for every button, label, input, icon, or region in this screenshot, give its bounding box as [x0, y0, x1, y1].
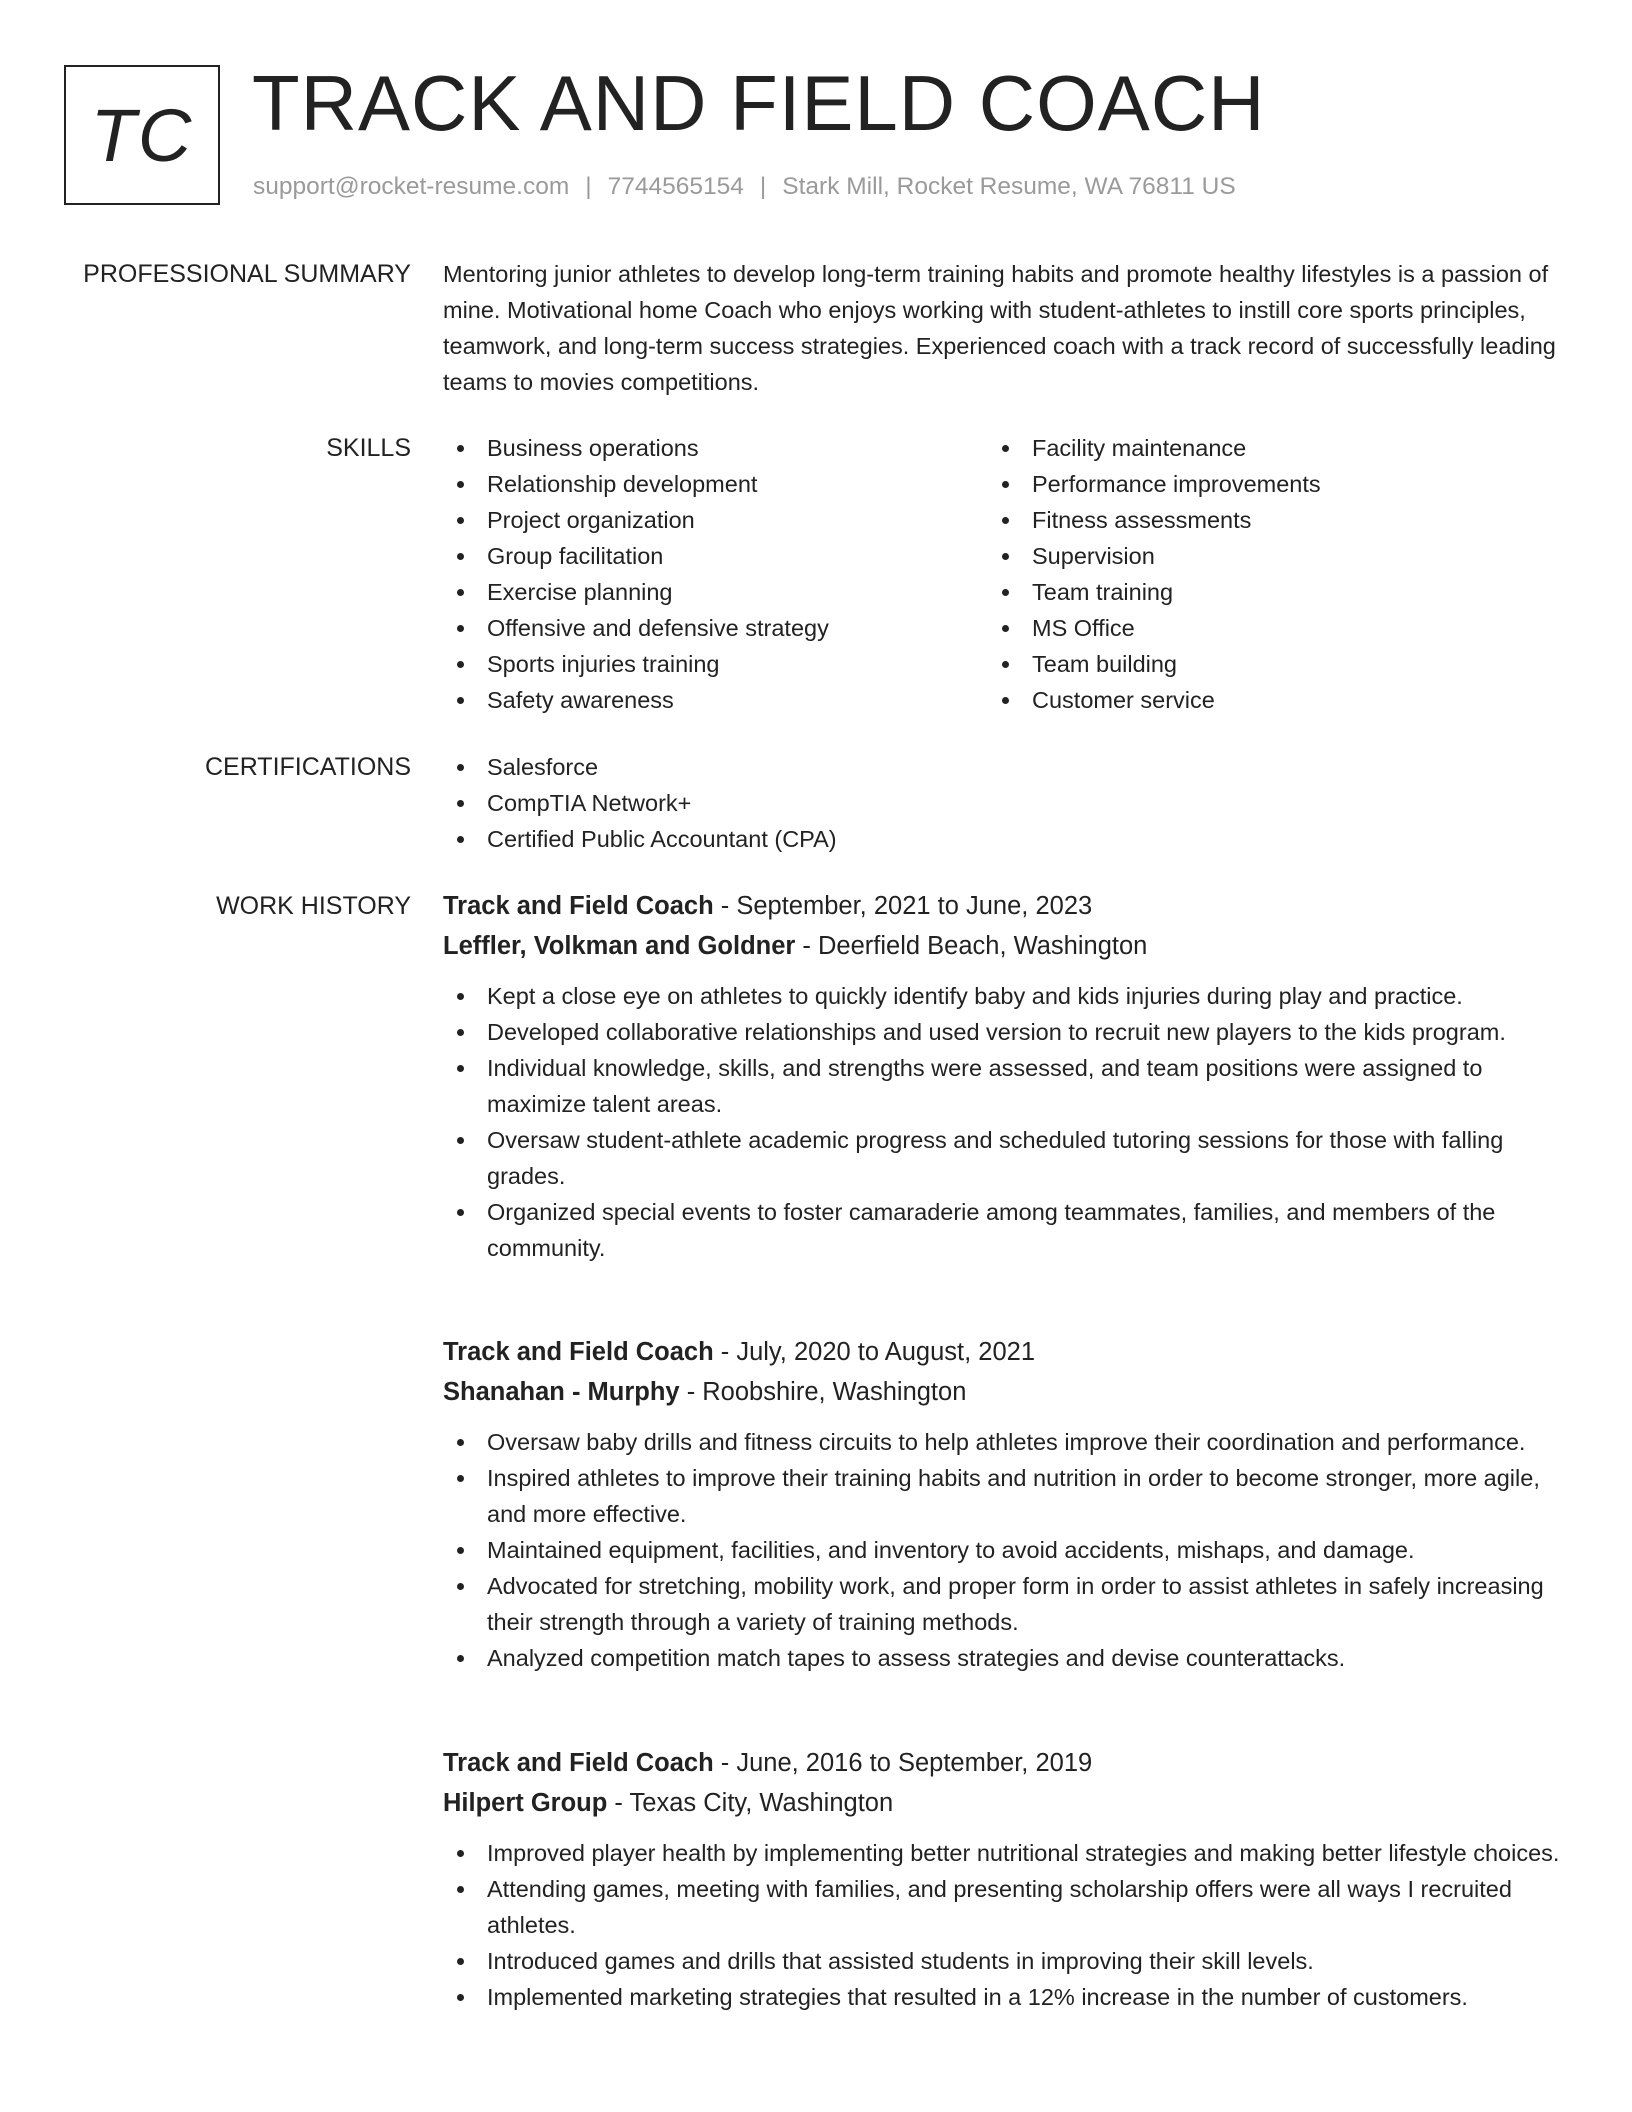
contact-email[interactable]: support@rocket-resume.com	[253, 173, 570, 200]
job-role: Track and Field Coach	[443, 1749, 714, 1777]
skill-item: Customer service	[988, 682, 1528, 718]
work-history-heading: WORK HISTORY	[216, 892, 411, 920]
summary-text: Mentoring junior athletes to develop long-term training habits and promote healthy lifestyles is a passion of mine. Motivational home Coach who enjoys working with student-athletes to instill core sports principles, teamwork, and long-term success strategies. Experienced coach with a track record of successfully leading teams to movies competitions.	[443, 261, 1556, 395]
job-bullet: Developed collaborative relationships and used version to recruit new players to the kids program.	[443, 1014, 1563, 1050]
monogram-initials: TC	[90, 93, 194, 177]
job-dates: - June, 2016 to September, 2019	[713, 1749, 1093, 1777]
job-company: Shanahan - Murphy	[443, 1378, 680, 1406]
certifications-section	[0, 749, 1632, 859]
job-company-line	[443, 926, 1563, 966]
job-bullets	[443, 978, 1563, 1266]
job-company: Leffler, Volkman and Goldner	[443, 932, 796, 960]
skills-column-left	[443, 430, 983, 718]
skill-item: MS Office	[988, 610, 1528, 646]
job-bullets	[443, 1424, 1563, 1676]
skill-item: Safety awareness	[443, 682, 983, 718]
job-bullet: Organized special events to foster camaraderie among teammates, families, and members of the community.	[443, 1194, 1563, 1266]
job-bullet: Implemented marketing strategies that resulted in a 12% increase in the number of customers.	[443, 1979, 1563, 2015]
skill-item: Relationship development	[443, 466, 983, 502]
job-bullet: Oversaw student-athlete academic progress and scheduled tutoring sessions for those with falling grades.	[443, 1122, 1563, 1194]
job-dates: - July, 2020 to August, 2021	[713, 1338, 1035, 1366]
job-role: Track and Field Coach	[443, 1338, 714, 1366]
job-location: - Roobshire, Washington	[679, 1378, 967, 1406]
job-role: Track and Field Coach	[443, 892, 714, 920]
contact-separator: |	[585, 173, 592, 200]
summary-section	[0, 256, 1632, 401]
certifications-body	[443, 749, 1563, 857]
certification-item: Certified Public Accountant (CPA)	[443, 821, 1563, 857]
job-company-line	[443, 1783, 1563, 1823]
resume-title: TRACK AND FIELD COACH	[252, 59, 1266, 147]
certifications-heading: CERTIFICATIONS	[204, 753, 411, 781]
job-entry	[443, 1332, 1563, 1676]
job-location: - Deerfield Beach, Washington	[795, 932, 1148, 960]
certification-item: CompTIA Network+	[443, 785, 1563, 821]
job-entry	[443, 1743, 1563, 2015]
summary-body	[443, 256, 1563, 400]
job-title-line	[443, 1743, 1563, 1783]
job-bullet: Analyzed competition match tapes to assess strategies and devise counterattacks.	[443, 1640, 1563, 1676]
job-company: Hilpert Group	[443, 1789, 608, 1817]
contact-separator: |	[759, 173, 767, 200]
skill-item: Facility maintenance	[988, 430, 1528, 466]
skill-item: Sports injuries training	[443, 646, 983, 682]
job-entry	[443, 886, 1563, 1266]
skill-item: Project organization	[443, 502, 983, 538]
skill-item: Offensive and defensive strategy	[443, 610, 983, 646]
skill-item: Fitness assessments	[988, 502, 1528, 538]
contact-address: Stark Mill, Rocket Resume, WA 76811 US	[782, 173, 1236, 200]
job-bullet: Introduced games and drills that assisted students in improving their skill levels.	[443, 1943, 1563, 1979]
job-company-line	[443, 1372, 1563, 1412]
contact-phone[interactable]: 7744565154	[607, 173, 744, 200]
job-bullet: Oversaw baby drills and fitness circuits to help athletes improve their coordination and performance.	[443, 1424, 1563, 1460]
skill-item: Business operations	[443, 430, 983, 466]
job-bullet: Individual knowledge, skills, and strengths were assessed, and team positions were assigned to maximize talent areas.	[443, 1050, 1563, 1122]
skills-section	[0, 430, 1632, 730]
job-bullet: Maintained equipment, facilities, and inventory to avoid accidents, mishaps, and damage.	[443, 1532, 1563, 1568]
skill-item: Team building	[988, 646, 1528, 682]
job-bullet: Advocated for stretching, mobility work, and proper form in order to assist athletes in safely increasing their strength through a variety of training methods.	[443, 1568, 1563, 1640]
job-title-line	[443, 886, 1563, 926]
certification-item: Salesforce	[443, 749, 1563, 785]
skill-item: Exercise planning	[443, 574, 983, 610]
job-location: - Texas City, Washington	[607, 1789, 894, 1817]
job-bullet: Kept a close eye on athletes to quickly identify baby and kids injuries during play and practice.	[443, 978, 1563, 1014]
skills-column-right	[988, 430, 1528, 718]
skill-item: Supervision	[988, 538, 1528, 574]
job-bullets	[443, 1835, 1563, 2015]
contact-line	[253, 173, 1236, 201]
job-bullet: Improved player health by implementing better nutritional strategies and making better lifestyle choices.	[443, 1835, 1563, 1871]
monogram-box	[64, 65, 220, 205]
skill-item: Team training	[988, 574, 1528, 610]
summary-heading: PROFESSIONAL SUMMARY	[83, 260, 411, 288]
skills-heading: SKILLS	[326, 434, 411, 462]
skill-item: Performance improvements	[988, 466, 1528, 502]
job-dates: - September, 2021 to June, 2023	[713, 892, 1093, 920]
job-title-line	[443, 1332, 1563, 1372]
job-bullet: Attending games, meeting with families, and presenting scholarship offers were all ways I recruited athletes.	[443, 1871, 1563, 1943]
job-bullet: Inspired athletes to improve their training habits and nutrition in order to become stronger, more agile, and more effective.	[443, 1460, 1563, 1532]
work-history-section	[0, 888, 1632, 2068]
skill-item: Group facilitation	[443, 538, 983, 574]
